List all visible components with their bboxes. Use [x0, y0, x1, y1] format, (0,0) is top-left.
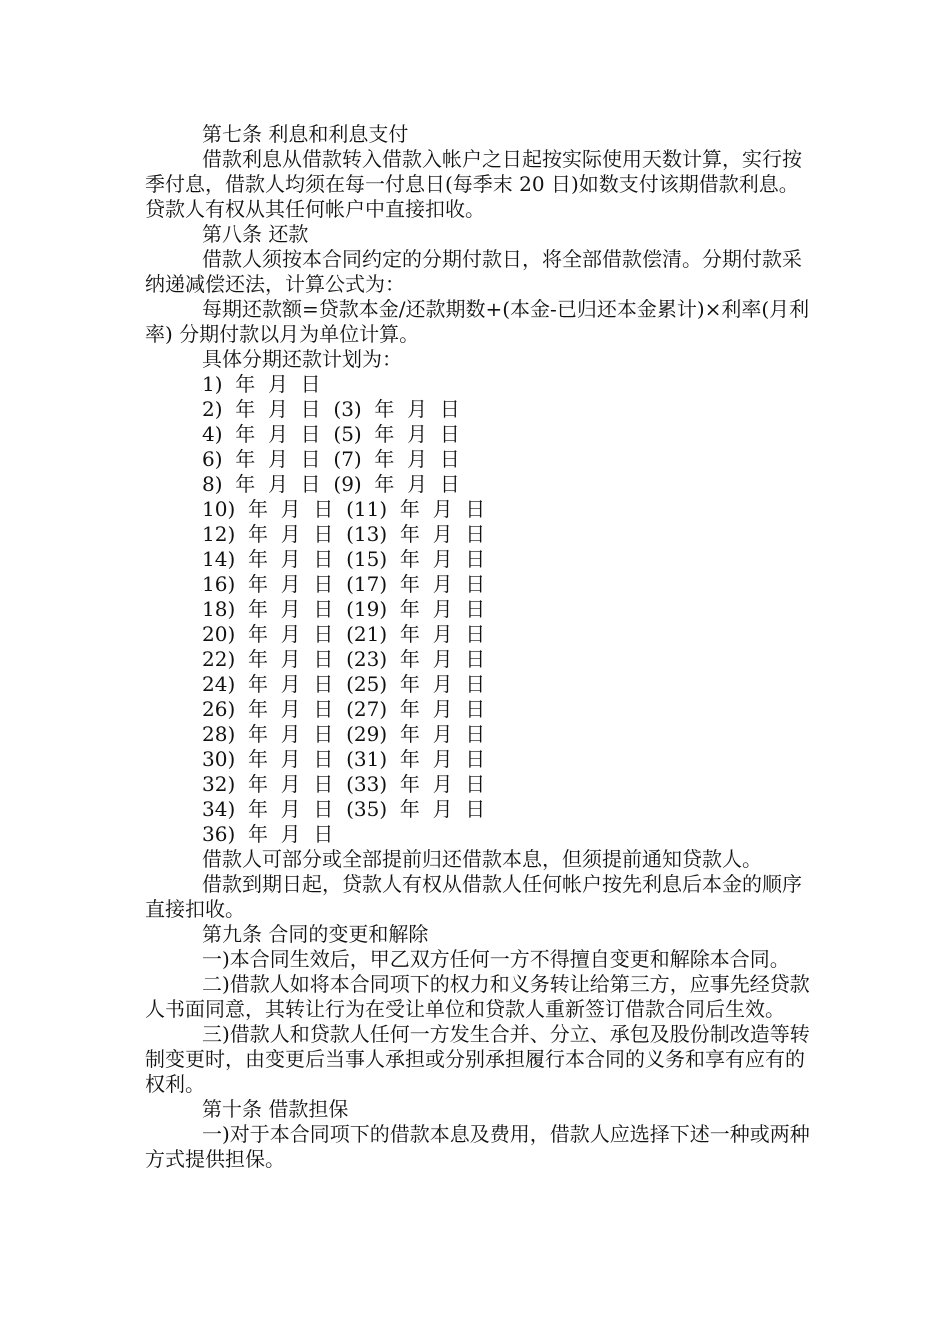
article-8-heading: 第八条 还款 — [202, 222, 309, 246]
schedule-line: 8) 年 月 日 (9) 年 月 日 — [202, 472, 460, 496]
schedule-line: 36) 年 月 日 — [202, 822, 334, 846]
article-8-paragraph-1: 借款人须按本合同约定的分期付款日，将全部借款偿清。分期付款采纳递减偿还法，计算公式为： — [145, 247, 802, 296]
article-8-formula: 每期还款额=贷款本金/还款期数+(本金-已归还本金累计)×利率(月利率) 分期付款以月为单位计算。 — [145, 297, 810, 346]
article-8-paragraph-deduct: 借款到期日起，贷款人有权从借款人任何帐户按先利息后本金的顺序直接扣收。 — [145, 872, 802, 921]
article-10-heading: 第十条 借款担保 — [202, 1097, 349, 1121]
schedule-line: 32) 年 月 日 (33) 年 月 日 — [202, 772, 486, 796]
article-9-clause-2: 二)借款人如将本合同项下的权力和义务转让给第三方，应事先经贷款人书面同意，其转让行为在受让单位和贷款人重新签订借款合同后生效。 — [145, 972, 810, 1021]
article-9-heading: 第九条 合同的变更和解除 — [202, 922, 429, 946]
article-10-clause-1: 一)对于本合同项下的借款本息及费用，借款人应选择下述一种或两种方式提供担保。 — [145, 1122, 810, 1171]
schedule-line: 14) 年 月 日 (15) 年 月 日 — [202, 547, 486, 571]
schedule-line: 22) 年 月 日 (23) 年 月 日 — [202, 647, 486, 671]
schedule-line: 20) 年 月 日 (21) 年 月 日 — [202, 622, 486, 646]
schedule-line: 18) 年 月 日 (19) 年 月 日 — [202, 597, 486, 621]
schedule-line: 26) 年 月 日 (27) 年 月 日 — [202, 697, 486, 721]
schedule-line: 30) 年 月 日 (31) 年 月 日 — [202, 747, 486, 771]
article-7-heading: 第七条 利息和利息支付 — [202, 122, 409, 146]
article-7-paragraph: 借款利息从借款转入借款入帐户之日起按实际使用天数计算，实行按季付息，借款人均须在每一付息日(每季末 20 日)如数支付该期借款利息。贷款人有权从其任何帐户中直接扣收。 — [145, 147, 802, 221]
schedule-line: 10) 年 月 日 (11) 年 月 日 — [202, 497, 486, 521]
schedule-line: 24) 年 月 日 (25) 年 月 日 — [202, 672, 486, 696]
schedule-line: 2) 年 月 日 (3) 年 月 日 — [202, 397, 460, 421]
schedule-intro: 具体分期还款计划为： — [202, 347, 402, 371]
repayment-schedule — [145, 372, 815, 847]
schedule-line: 16) 年 月 日 (17) 年 月 日 — [202, 572, 486, 596]
schedule-line: 34) 年 月 日 (35) 年 月 日 — [202, 797, 486, 821]
schedule-line: 1) 年 月 日 — [202, 372, 321, 396]
article-9-clause-3: 三)借款人和贷款人任何一方发生合并、分立、承包及股份制改造等转制变更时，由变更后当事人承担或分别承担履行本合同的义务和享有应有的权利。 — [145, 1022, 810, 1096]
schedule-line: 4) 年 月 日 (5) 年 月 日 — [202, 422, 460, 446]
schedule-line: 28) 年 月 日 (29) 年 月 日 — [202, 722, 486, 746]
schedule-line: 12) 年 月 日 (13) 年 月 日 — [202, 522, 486, 546]
schedule-line: 6) 年 月 日 (7) 年 月 日 — [202, 447, 460, 471]
article-9-clause-1: 一)本合同生效后，甲乙双方任何一方不得擅自变更和解除本合同。 — [202, 947, 790, 971]
article-8-paragraph-prepay: 借款人可部分或全部提前归还借款本息，但须提前通知贷款人。 — [202, 847, 762, 871]
document-page — [145, 122, 815, 1172]
